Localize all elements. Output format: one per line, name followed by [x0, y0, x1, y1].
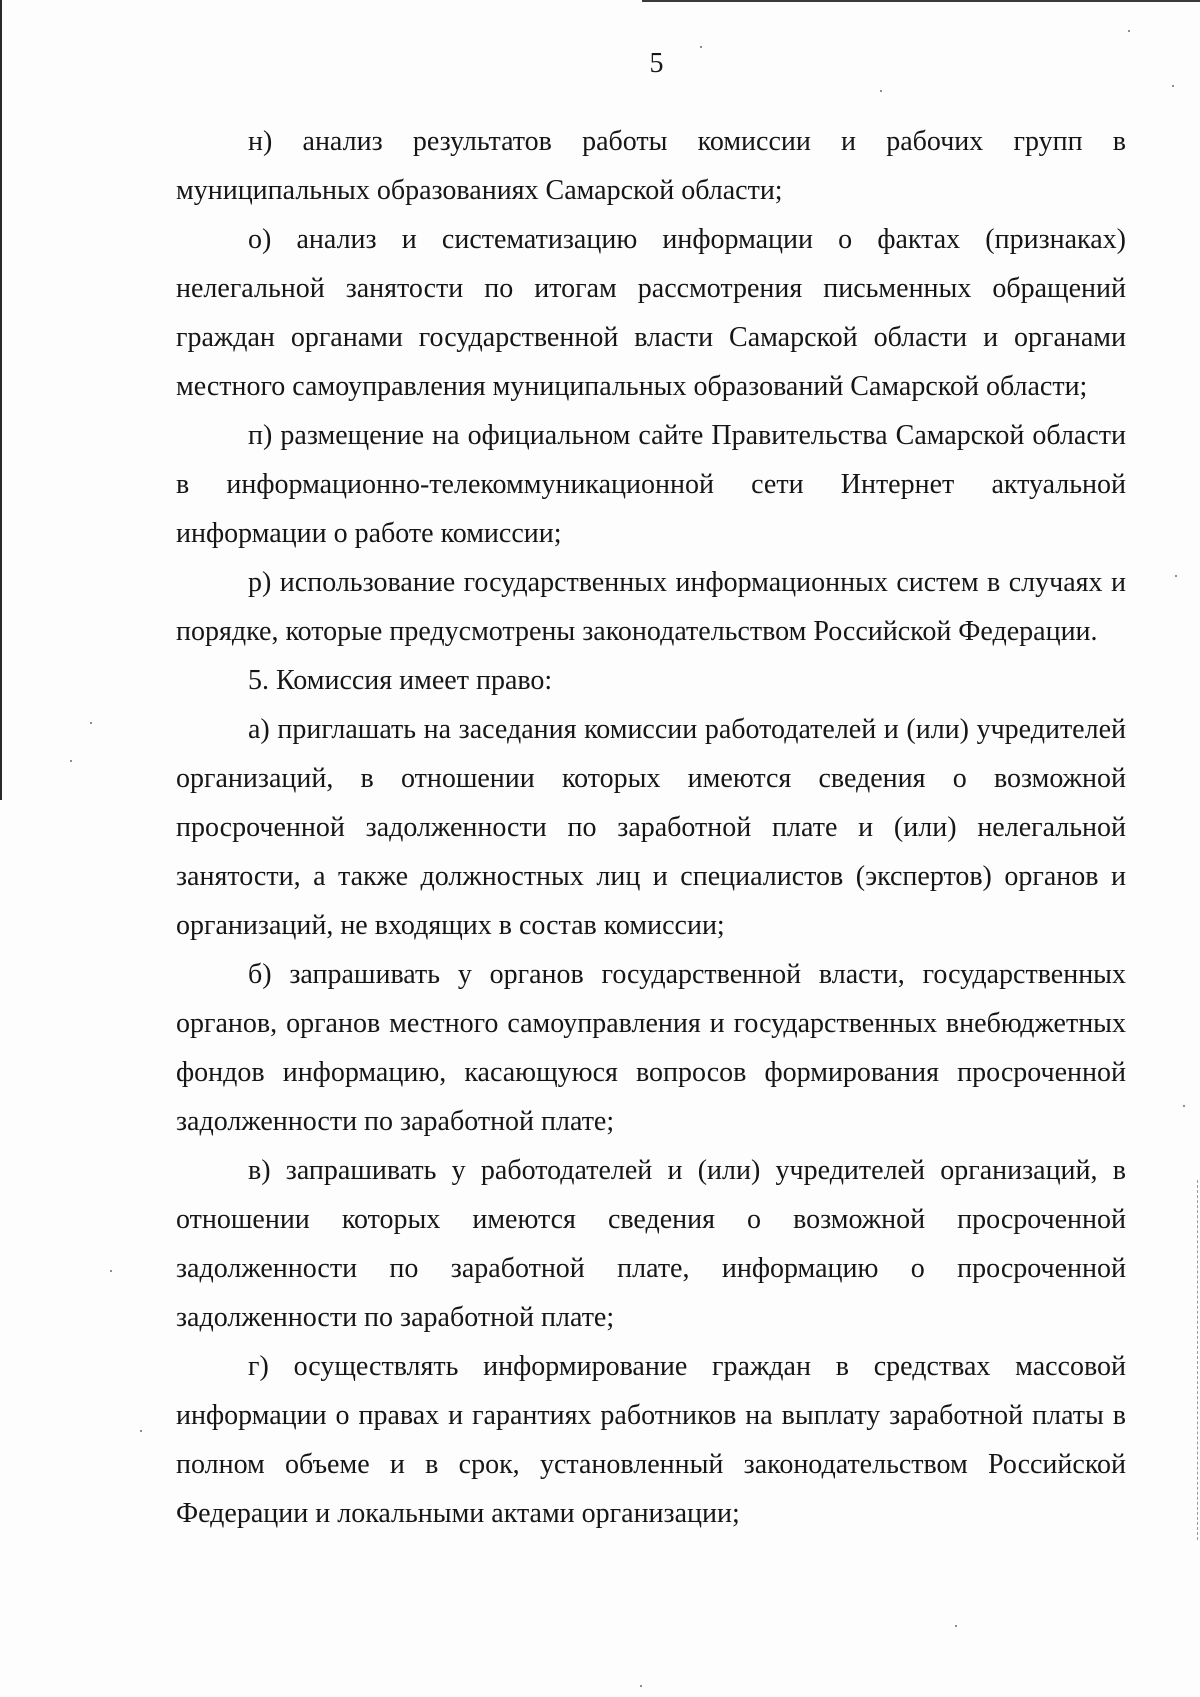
scan-speck	[640, 1685, 642, 1687]
scan-speck	[955, 1625, 957, 1627]
scan-speck	[90, 722, 92, 724]
scan-edge-right	[1196, 1180, 1198, 1540]
scan-speck	[1172, 85, 1174, 87]
list-item-v: в) запрашивать у работодателей и (или) учредителей организаций, в отношении которых имеются сведения о возможной просроченной задолженности по заработной плате, информацию о просроченной задолженности по заработной плате;	[176, 1155, 1126, 1333]
list-item-g: г) осуществлять информирование граждан в средствах массовой информации о правах и гарантиях работников на выплату заработной платы в полном объеме и в срок, установленный законодательством Российской Федерации и локальными актами организации;	[176, 1351, 1126, 1529]
scan-edge-left	[0, 0, 2, 800]
list-item-p: п) размещение на официальном сайте Правительства Самарской области в информационно-телекоммуникационной сети Интернет актуальной информации о работе комиссии;	[176, 420, 1126, 549]
list-item-b: б) запрашивать у органов государственной власти, государственных органов, органов местного самоуправления и государственных внебюджетных фондов информацию, касающуюся вопросов формирования просроченной задолженности по заработной плате;	[176, 959, 1126, 1137]
scan-edge-top	[642, 0, 1200, 2]
scan-speck	[1183, 1105, 1185, 1107]
scan-speck	[1128, 30, 1130, 32]
scan-speck	[70, 760, 72, 762]
list-item-r: р) использование государственных информационных систем в случаях и порядке, которые предусмотрены законодательством Российской Федерации.	[176, 567, 1126, 647]
list-item-o: о) анализ и систематизацию информации о фактах (признаках) нелегальной занятости по итогам рассмотрения письменных обращений граждан органами государственной власти Самарской области и органами местного самоуправления муниципальных образований Самарской области;	[176, 224, 1126, 402]
scan-speck	[700, 46, 702, 48]
list-item-a: а) приглашать на заседания комиссии работодателей и (или) учредителей организаций, в отношении которых имеются сведения о возможной просроченной задолженности по заработной плате и (или) нелегальной занятости, а также должностных лиц и специалистов (экспертов) органов и организаций, не входящих в состав комиссии;	[176, 714, 1126, 941]
section-heading-5: 5. Комиссия имеет право:	[248, 665, 553, 696]
scan-speck	[140, 1430, 142, 1432]
scan-speck	[110, 1270, 112, 1272]
scan-speck	[880, 90, 882, 92]
document-body	[176, 117, 1126, 1538]
page-number: 5	[649, 48, 664, 79]
scan-speck	[1175, 575, 1177, 577]
list-item-n: н) анализ результатов работы комиссии и рабочих групп в муниципальных образованиях Самарской области;	[176, 126, 1126, 206]
